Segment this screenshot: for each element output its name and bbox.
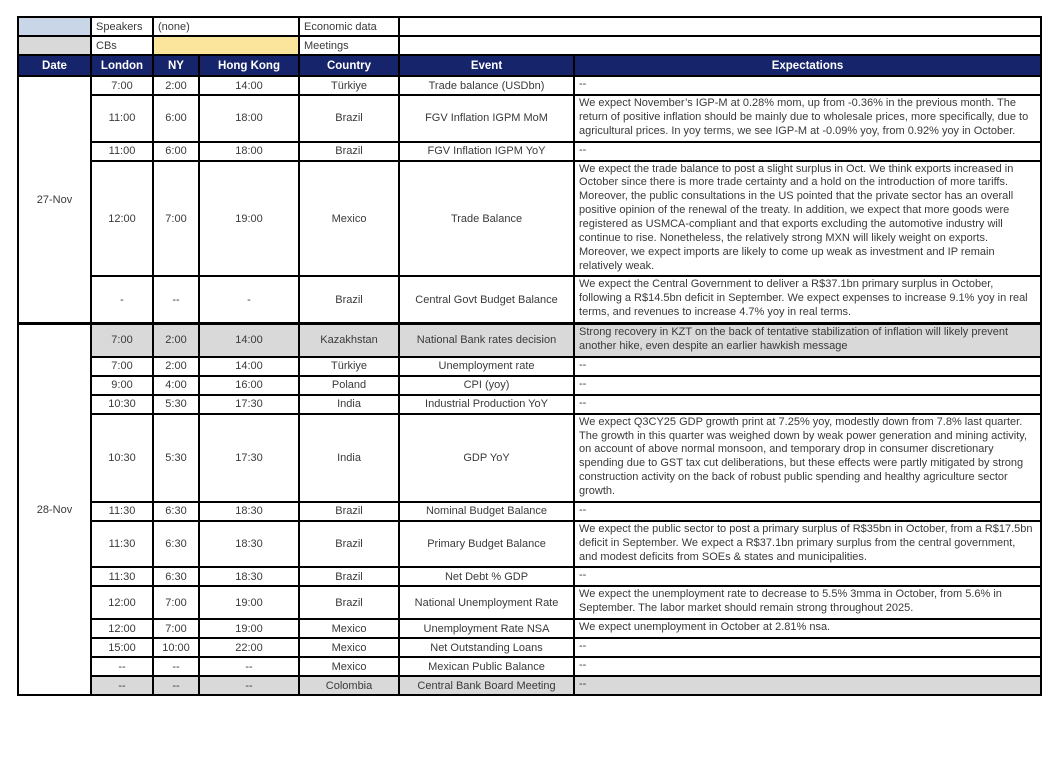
- legend-blank-cell: [399, 36, 1041, 55]
- country-cell: Kazakhstan: [299, 324, 399, 357]
- expectations-cell: --: [574, 502, 1041, 521]
- column-header-country: Country: [299, 55, 399, 76]
- hong-kong-time-cell: 19:00: [199, 619, 299, 638]
- cbs-color-swatch: [18, 36, 91, 55]
- country-cell: Brazil: [299, 276, 399, 323]
- ny-time-cell: 2:00: [153, 76, 199, 95]
- london-time-cell: 15:00: [91, 638, 153, 657]
- hong-kong-time-cell: 18:30: [199, 502, 299, 521]
- event-cell: Central Bank Board Meeting: [399, 676, 574, 695]
- london-time-cell: 11:30: [91, 567, 153, 586]
- country-cell: India: [299, 395, 399, 414]
- country-cell: Brazil: [299, 567, 399, 586]
- table-row: [18, 95, 1041, 142]
- table-row: [18, 324, 1041, 357]
- column-header-date: Date: [18, 55, 91, 76]
- table-header-row: [18, 55, 1041, 76]
- table-row: [18, 657, 1041, 676]
- london-time-cell: 12:00: [91, 586, 153, 619]
- hong-kong-time-cell: 19:00: [199, 161, 299, 277]
- event-cell: Net Debt % GDP: [399, 567, 574, 586]
- country-cell: Brazil: [299, 521, 399, 568]
- country-cell: Mexico: [299, 161, 399, 277]
- hong-kong-time-cell: 16:00: [199, 376, 299, 395]
- hong-kong-time-cell: 18:00: [199, 142, 299, 161]
- column-header-london: London: [91, 55, 153, 76]
- economic-calendar-table: [17, 16, 1042, 696]
- event-cell: FGV Inflation IGPM MoM: [399, 95, 574, 142]
- expectations-cell: --: [574, 567, 1041, 586]
- expectations-cell: --: [574, 142, 1041, 161]
- country-cell: Mexico: [299, 657, 399, 676]
- date-label: 28-Nov: [18, 324, 91, 696]
- column-header-expectations: Expectations: [574, 55, 1041, 76]
- legend-cbs-label: CBs: [91, 36, 153, 55]
- table-row: [18, 376, 1041, 395]
- country-cell: Mexico: [299, 619, 399, 638]
- ny-time-cell: 7:00: [153, 161, 199, 277]
- expectations-cell: --: [574, 376, 1041, 395]
- country-cell: Türkiye: [299, 76, 399, 95]
- london-time-cell: 12:00: [91, 161, 153, 277]
- london-time-cell: --: [91, 657, 153, 676]
- expectations-cell: --: [574, 676, 1041, 695]
- country-cell: India: [299, 414, 399, 502]
- hong-kong-time-cell: 14:00: [199, 324, 299, 357]
- ny-time-cell: 4:00: [153, 376, 199, 395]
- legend-section: [18, 17, 1041, 76]
- country-cell: Brazil: [299, 95, 399, 142]
- expectations-cell: We expect November’s IGP-M at 0.28% mom, up from -0.36% in the previous month. The return of positive inflation should be mainly due to wholesale prices, more specifically, due to agricultural prices. In yoy terms, we see IGP-M at -0.09% yoy, from 0.92% yoy in October.: [574, 95, 1041, 142]
- london-time-cell: 10:30: [91, 414, 153, 502]
- legend-speakers-value: (none): [153, 17, 299, 36]
- ny-time-cell: 6:00: [153, 142, 199, 161]
- expectations-cell: We expect the public sector to post a primary surplus of R$35bn in October, from a R$17.5bn deficit in September. We expect a R$37.1bn primary surplus from the central government, and modest deficits from SOEs & states and municipalities.: [574, 521, 1041, 568]
- ny-time-cell: --: [153, 276, 199, 323]
- london-time-cell: 7:00: [91, 324, 153, 357]
- hong-kong-time-cell: 17:30: [199, 395, 299, 414]
- event-cell: Net Outstanding Loans: [399, 638, 574, 657]
- legend-row-1: [18, 17, 1041, 36]
- expectations-cell: Strong recovery in KZT on the back of tentative stabilization of inflation will likely prevent another hike, even despite an earlier hawkish message: [574, 324, 1041, 357]
- london-time-cell: 9:00: [91, 376, 153, 395]
- event-cell: Trade balance (USDbn): [399, 76, 574, 95]
- event-cell: National Unemployment Rate: [399, 586, 574, 619]
- ny-time-cell: 2:00: [153, 357, 199, 376]
- table-row: [18, 161, 1041, 277]
- speakers-color-swatch: [18, 17, 91, 36]
- event-cell: National Bank rates decision: [399, 324, 574, 357]
- london-time-cell: -: [91, 276, 153, 323]
- expectations-cell: --: [574, 76, 1041, 95]
- ny-time-cell: 7:00: [153, 619, 199, 638]
- ny-time-cell: 6:30: [153, 567, 199, 586]
- event-cell: CPI (yoy): [399, 376, 574, 395]
- table-row: [18, 395, 1041, 414]
- ny-time-cell: 7:00: [153, 586, 199, 619]
- table-row: [18, 276, 1041, 323]
- hong-kong-time-cell: 18:00: [199, 95, 299, 142]
- hong-kong-time-cell: 17:30: [199, 414, 299, 502]
- event-cell: GDP YoY: [399, 414, 574, 502]
- event-cell: Unemployment rate: [399, 357, 574, 376]
- date-label: 27-Nov: [18, 76, 91, 324]
- table-row: [18, 414, 1041, 502]
- london-time-cell: 11:30: [91, 521, 153, 568]
- country-cell: Colombia: [299, 676, 399, 695]
- london-time-cell: 12:00: [91, 619, 153, 638]
- event-cell: Mexican Public Balance: [399, 657, 574, 676]
- legend-blank-cell: [399, 17, 1041, 36]
- hong-kong-time-cell: -: [199, 276, 299, 323]
- expectations-cell: --: [574, 638, 1041, 657]
- table-row: [18, 357, 1041, 376]
- country-cell: Türkiye: [299, 357, 399, 376]
- table-row: [18, 567, 1041, 586]
- expectations-cell: We expect unemployment in October at 2.81% nsa.: [574, 619, 1041, 638]
- event-cell: Central Govt Budget Balance: [399, 276, 574, 323]
- table-row: [18, 676, 1041, 695]
- expectations-cell: We expect the unemployment rate to decrease to 5.5% 3mma in October, from 5.6% in September. The labor market should remain strong throughout 2025.: [574, 586, 1041, 619]
- hong-kong-time-cell: --: [199, 676, 299, 695]
- ny-time-cell: 6:30: [153, 521, 199, 568]
- country-cell: Poland: [299, 376, 399, 395]
- expectations-cell: We expect Q3CY25 GDP growth print at 7.25% yoy, modestly down from 7.8% last quarter. The growth in this quarter was weighed down by weak power generation and mining activity, on account of above normal monsoon, and temporary drop in consumer discretionary spending due to GST tax cut deliberations, but these effects were partly mitigated by strong construction activity on the back of robust public spending and healthy agriculture sector growth.: [574, 414, 1041, 502]
- hong-kong-time-cell: 18:30: [199, 567, 299, 586]
- london-time-cell: --: [91, 676, 153, 695]
- london-time-cell: 7:00: [91, 76, 153, 95]
- london-time-cell: 10:30: [91, 395, 153, 414]
- hong-kong-time-cell: 18:30: [199, 521, 299, 568]
- hong-kong-time-cell: 19:00: [199, 586, 299, 619]
- table-row: [18, 521, 1041, 568]
- london-time-cell: 7:00: [91, 357, 153, 376]
- table-row: [18, 142, 1041, 161]
- ny-time-cell: 5:30: [153, 414, 199, 502]
- country-cell: Brazil: [299, 586, 399, 619]
- column-header-event: Event: [399, 55, 574, 76]
- london-time-cell: 11:30: [91, 502, 153, 521]
- hong-kong-time-cell: 14:00: [199, 357, 299, 376]
- table-row: [18, 502, 1041, 521]
- ny-time-cell: 10:00: [153, 638, 199, 657]
- country-cell: Mexico: [299, 638, 399, 657]
- london-time-cell: 11:00: [91, 95, 153, 142]
- ny-time-cell: 5:30: [153, 395, 199, 414]
- expectations-cell: --: [574, 395, 1041, 414]
- ny-time-cell: --: [153, 676, 199, 695]
- table-row: [18, 619, 1041, 638]
- expectations-cell: We expect the Central Government to deliver a R$37.1bn primary surplus in October, following a R$14.5bn deficit in September. We expect expenses to increase 9.1% yoy in real terms, and revenues to increase 4.7% yoy in real terms.: [574, 276, 1041, 323]
- table-row: [18, 76, 1041, 95]
- ny-time-cell: 6:30: [153, 502, 199, 521]
- expectations-cell: --: [574, 357, 1041, 376]
- event-cell: Unemployment Rate NSA: [399, 619, 574, 638]
- event-cell: Nominal Budget Balance: [399, 502, 574, 521]
- legend-meetings-label: Meetings: [299, 36, 399, 55]
- table-row: [18, 638, 1041, 657]
- table-row: [18, 586, 1041, 619]
- expectations-cell: We expect the trade balance to post a slight surplus in Oct. We think exports increased in October since there is more trade certainty and a hold on the introduction of more tariffs. Moreover, the public consultations in the US pointed that the private sector has an overall positive opinion of the renewal of the treaty. In addition, we expect that more goods were registered as USMCA-compliant and that exports excluding the automotive industry will continue to rise. Nonetheless, the relatively strong MXN will likely weight on exports. Moreover, we expect imports are likely to come up weak as investment and IP remain relatively weak.: [574, 161, 1041, 277]
- event-cell: Primary Budget Balance: [399, 521, 574, 568]
- column-header-hong-kong: Hong Kong: [199, 55, 299, 76]
- table-body: [18, 76, 1041, 695]
- legend-row-2: [18, 36, 1041, 55]
- event-cell: FGV Inflation IGPM YoY: [399, 142, 574, 161]
- country-cell: Brazil: [299, 142, 399, 161]
- meetings-color-swatch: [153, 36, 299, 55]
- hong-kong-time-cell: 14:00: [199, 76, 299, 95]
- event-cell: Industrial Production YoY: [399, 395, 574, 414]
- ny-time-cell: 2:00: [153, 324, 199, 357]
- expectations-cell: --: [574, 657, 1041, 676]
- ny-time-cell: 6:00: [153, 95, 199, 142]
- event-cell: Trade Balance: [399, 161, 574, 277]
- column-header-ny: NY: [153, 55, 199, 76]
- ny-time-cell: --: [153, 657, 199, 676]
- hong-kong-time-cell: 22:00: [199, 638, 299, 657]
- legend-speakers-label: Speakers: [91, 17, 153, 36]
- london-time-cell: 11:00: [91, 142, 153, 161]
- legend-economic-data-label: Economic data: [299, 17, 399, 36]
- hong-kong-time-cell: --: [199, 657, 299, 676]
- country-cell: Brazil: [299, 502, 399, 521]
